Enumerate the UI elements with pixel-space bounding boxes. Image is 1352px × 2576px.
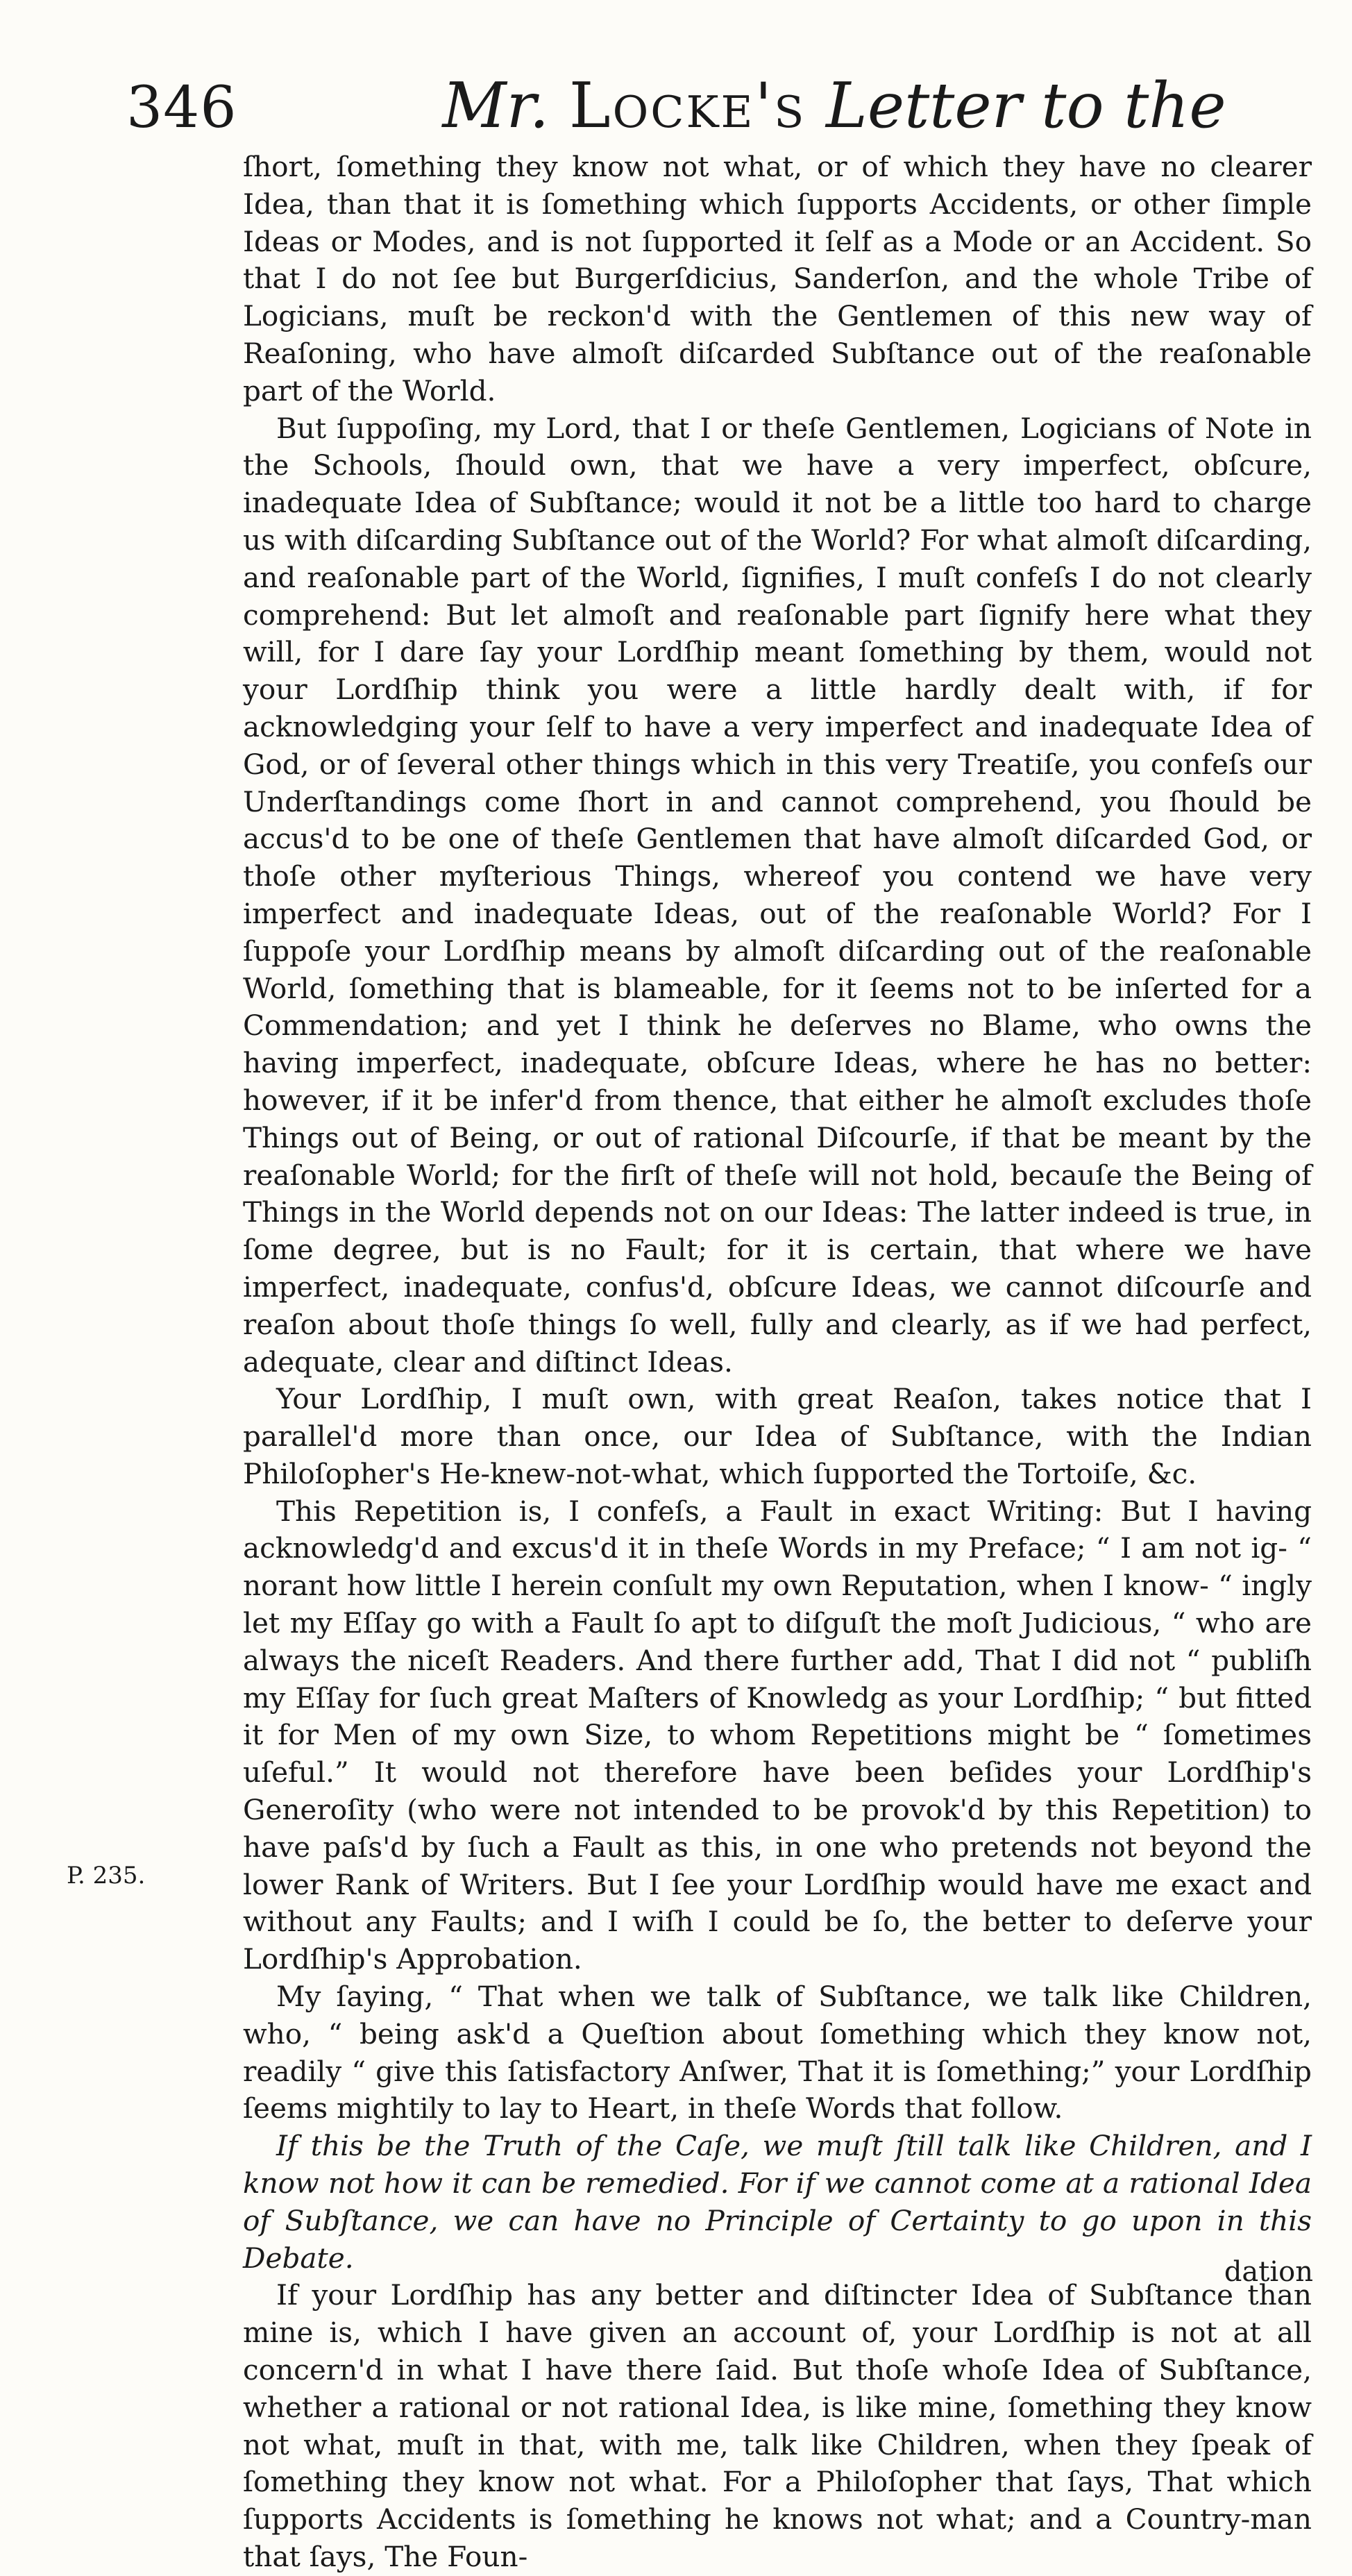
paragraph-1: ſhort, ſomething they know not what, or of which they have no clearer Idea, than that it is ſomething which ſupports Accidents, or other ſimple Ideas or Modes, and is not ſupported it ſelf as a Mode or an Accident. So that I do not ſee but Burgerſdicius, Sanderſon, and the whole Tribe of Logicians, muſt be reckon'd with the Gentlemen of this new way of Reaſoning, who have almoſt diſcarded Subſtance out of the reaſonable part of the World.: [243, 150, 1312, 407]
page-number: 346: [126, 75, 237, 141]
paragraph-7: If your Lordſhip has any better and diſtincter Idea of Subſtance than mine is, which I have given an account of, your Lordſhip is not at all concern'd in what I have there ſaid. But thoſe whoſe Idea of Subſtance, whether a rational or not rational Idea, is like mine, ſomething they know not what, muſt in that, with me, talk like Children, when they ſpeak of ſomething they know not what. For a Philoſopher that ſays, That which ſupports Accidents is ſomething he knows not what; and a Country-man that ſays, The Foun-: [243, 2278, 1312, 2573]
paragraph-3: Your Lordſhip, I muſt own, with great Reaſon, takes notice that I parallel'd more than once, our Idea of Subſtance, with the Indian Philoſopher's He-knew-not-what, which ſupported the Tortoiſe, &c.: [243, 1382, 1312, 1490]
paragraph-2: But ſuppoſing, my Lord, that I or theſe Gentlemen, Logicians of Note in the Schools, ſhould own, that we have a very imperfect, obſcure, inadequate Idea of Subſtance; would it not be a little too hard to charge us with diſcarding Subſtance out of the World? For what almoſt diſcarding, and reaſonable part of the World, ſignifies, I muſt confeſs I do not clearly comprehend: But let almoſt and reaſonable part ſignify here what they will, for I dare ſay your Lordſhip meant ſomething by them, would not your Lordſhip think you were a little hardly dealt with, if for acknowledging your ſelf to have a very imperfect and inadequate Idea of God, or of ſeveral other things which in this very Treatiſe, you confeſs our Underſtandings come ſhort in and cannot comprehend, you ſhould be accus'd to be one of theſe Gentlemen that have almoſt diſcarded God, or thoſe other myſterious Things, whereof you contend we have very imperfect and inadequate Ideas, out of the reaſonable World? For I ſuppoſe your Lordſhip means by almoſt diſcarding out of the reaſonable World, ſomething that is blameable, for it ſeems not to be inſerted for a Commendation; and yet I think he deſerves no Blame, who owns the having imperfect, inadequate, obſcure Ideas, where he has no better: however, if it be infer'd from thence, that either he almoſt excludes thoſe Things out of Being, or out of rational Diſcourſe, if that be meant by the reaſonable World; for the firſt of theſe will not hold, becauſe the Being of Things in the World depends not on our Ideas: The latter indeed is true, in ſome degree, but is no Fault; for it is certain, that where we have imperfect, inadequate, confus'd, obſcure Ideas, we cannot diſcourſe and reaſon about thoſe things ſo well, fully and clearly, as if we had perfect, adequate, clear and diſtinct Ideas.: [243, 411, 1312, 1379]
body-text: [243, 149, 1312, 2576]
title-prefix: Mr.: [442, 69, 550, 142]
margin-note: P. 235.: [67, 1862, 146, 1889]
title-suffix: Letter to the: [826, 69, 1226, 142]
title-name: Locke's: [568, 69, 806, 142]
paragraph-5: My ſaying, “ That when we talk of Subſtance, we talk like Children, who, “ being ask'd a Queſtion about ſomething which they know not, readily “ give this ſatisfactory Anſwer, That it is ſomething;” your Lordſhip ſeems mightily to lay to Heart, in theſe Words that follow.: [243, 1980, 1312, 2125]
catchword: dation: [1224, 2256, 1313, 2288]
paragraph-4: This Repetition is, I confeſs, a Fault in exact Writing: But I having acknowledg'd and excus'd it in theſe Words in my Preface; “ I am not ig- “ norant how little I herein conſult my own Reputation, when I know- “ ingly let my Eſſay go with a Fault ſo apt to diſguſt the moſt Judicious, “ who are always the niceſt Readers. And there further add, That I did not “ publiſh my Eſſay for ſuch great Maſters of Knowledg as your Lordſhip; “ but fitted it for Men of my own Size, to whom Repetitions might be “ ſometimes uſeful.” It would not therefore have been beſides your Lordſhip's Generoſity (who were not intended to be provok'd by this Repetition) to have paſs'd by ſuch a Fault as this, in one who pretends not beyond the lower Rank of Writers. But I ſee your Lordſhip would have me exact and without any Faults; and I wiſh I could be ſo, the better to deſerve your Lordſhip's Approbation.: [243, 1494, 1312, 1976]
running-title: [418, 69, 1251, 142]
paragraph-6-quotation: If this be the Truth of the Caſe, we muſt ſtill talk like Children, and I know not how it can be remedied. For if we cannot come at a rational Idea of Subſtance, we can have no Principle of Certainty to go upon in this Debate.: [243, 2129, 1312, 2275]
page-header: [126, 62, 1334, 142]
